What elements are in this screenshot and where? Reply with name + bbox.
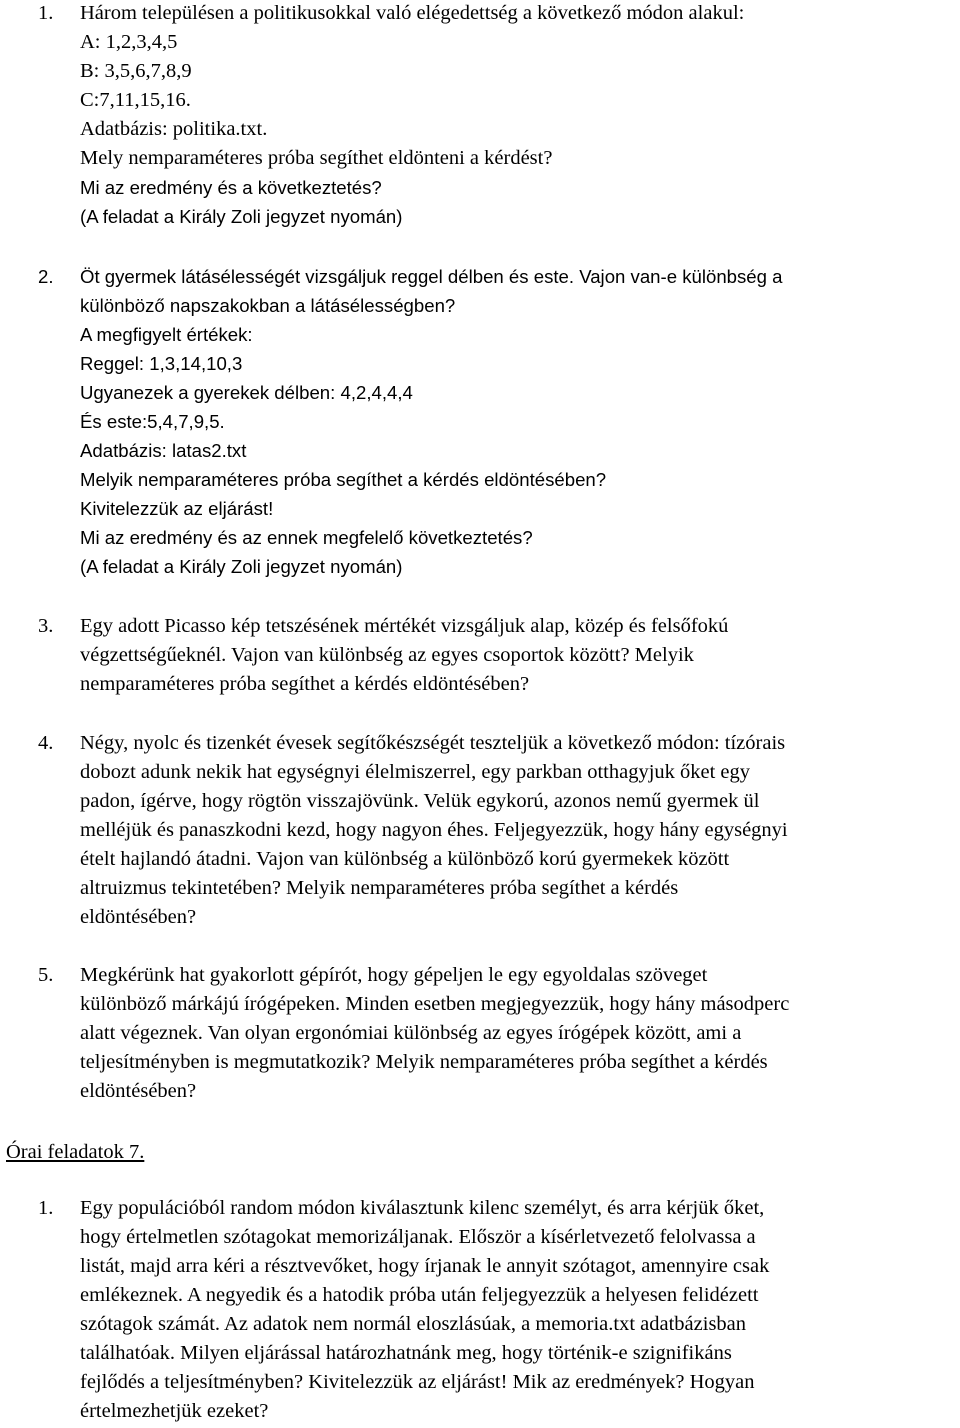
- task-text-line: nemparaméteres próba segíthet a kérdés eldöntésében?: [80, 673, 530, 695]
- task-text-line: altruizmus tekintetében? Melyik nemparaméteres próba segíthet a kérdés: [80, 877, 679, 899]
- task-text-line: Adatbázis: politika.txt.: [80, 118, 268, 140]
- task-text-line: Három településen a politikusokkal való elégedettség a következő módon alakul:: [80, 2, 745, 24]
- task-text-line: fejlődés a teljesítményben? Kivitelezzük az eljárást! Mik az eredmények? Hogyan: [80, 1371, 755, 1393]
- task-text-line: A: 1,2,3,4,5: [80, 31, 178, 53]
- task-text-line: Mi az eredmény és az ennek megfelelő következtetés?: [80, 527, 533, 548]
- task-text-line: Ugyanezek a gyerekek délben: 4,2,4,4,4: [80, 382, 413, 403]
- task-text-line: emlékeznek. A negyedik és a hatodik próba után feljegyezzük a helyesen felidézett: [80, 1284, 759, 1306]
- task-text-line: találhatóak. Milyen eljárással határozhatnánk meg, hogy történik-e szignifikáns: [80, 1342, 732, 1364]
- task-text-line: szótagok számát. Az adatok nem normál eloszlásúak, a memoria.txt adatbázisban: [80, 1313, 747, 1335]
- task-text-line: teljesítményben is megmutatkozik? Melyik nemparaméteres próba segíthet a kérdés: [80, 1051, 768, 1073]
- task-number: 5.: [38, 964, 54, 986]
- task-text-line: Melyik nemparaméteres próba segíthet a kérdés eldöntésében?: [80, 469, 607, 490]
- task-number: 3.: [38, 615, 54, 637]
- task-text-line: (A feladat a Király Zoli jegyzet nyomán): [80, 556, 403, 577]
- task-text-line: Kivitelezzük az eljárást!: [80, 498, 274, 519]
- task-text-line: Négy, nyolc és tizenkét évesek segítőkészségét teszteljük a következő módon: tízórais: [80, 732, 786, 754]
- task-text-line: listát, majd arra kéri a résztvevőket, hogy írjanak le annyit szótagot, amennyire csak: [80, 1255, 770, 1277]
- task-text-line: hogy értelmetlen szótagokat memorizáljanak. Először a kísérletvezető felolvassa a: [80, 1226, 756, 1248]
- task-text-line: C:7,11,15,16.: [80, 89, 191, 111]
- task-text-line: padon, ígérve, hogy rögtön visszajövünk. Velük egykorú, azonos nemű gyermek ül: [80, 790, 760, 812]
- task-text-line: És este:5,4,7,9,5.: [80, 411, 225, 432]
- task-number: 1.: [38, 1197, 54, 1219]
- task-text-line: Reggel: 1,3,14,10,3: [80, 353, 243, 374]
- task-text-line: Egy adott Picasso kép tetszésének mértékét vizsgáljuk alap, közép és felsőfokú: [80, 615, 729, 637]
- task-text-line: Egy populációból random módon kiválasztunk kilenc személyt, és arra kérjük őket,: [80, 1197, 765, 1219]
- task-text-line: Öt gyermek látásélességét vizsgáljuk reggel délben és este. Vajon van-e különbség a: [80, 266, 783, 287]
- task-text-line: különböző márkájú írógépeken. Minden esetben megjegyezzük, hogy hány másodperc: [80, 993, 790, 1015]
- task-text-line: eldöntésében?: [80, 1080, 197, 1102]
- task-text-line: különböző napszakokban a látásélességben?: [80, 295, 456, 316]
- task-text-line: eldöntésében?: [80, 906, 197, 928]
- task-text-line: B: 3,5,6,7,8,9: [80, 60, 192, 82]
- task-number: 4.: [38, 732, 54, 754]
- task-text-line: Megkérünk hat gyakorlott gépírót, hogy gépeljen le egy egyoldalas szöveget: [80, 964, 708, 986]
- task-text-line: (A feladat a Király Zoli jegyzet nyomán): [80, 206, 403, 227]
- task-text-line: melléjük és panaszkodni kezd, hogy nagyon éhes. Feljegyezzük, hogy hány egységnyi: [80, 819, 788, 841]
- task-text-line: értelmezhetjük ezeket?: [80, 1400, 269, 1422]
- task-text-line: Mi az eredmény és a következtetés?: [80, 177, 382, 198]
- task-text-line: végzettségűeknél. Vajon van különbség az egyes csoportok között? Melyik: [80, 644, 694, 666]
- section-heading: Órai feladatok 7.: [6, 1141, 145, 1163]
- task-text-line: A megfigyelt értékek:: [80, 324, 253, 345]
- task-text-line: Adatbázis: latas2.txt: [80, 440, 247, 461]
- task-text-line: Mely nemparaméteres próba segíthet eldönteni a kérdést?: [80, 147, 553, 169]
- task-text-line: ételt hajlandó átadni. Vajon van különbség a különböző korú gyermekek között: [80, 848, 730, 870]
- task-number: 2.: [38, 266, 54, 287]
- task-text-line: dobozt adunk nekik hat egységnyi élelmiszerrel, egy parkban otthagyjuk őket egy: [80, 761, 751, 783]
- task-number: 1.: [38, 2, 54, 24]
- task-text-line: alatt végeznek. Van olyan ergonómiai különbség az egyes írógépek között, ami a: [80, 1022, 742, 1044]
